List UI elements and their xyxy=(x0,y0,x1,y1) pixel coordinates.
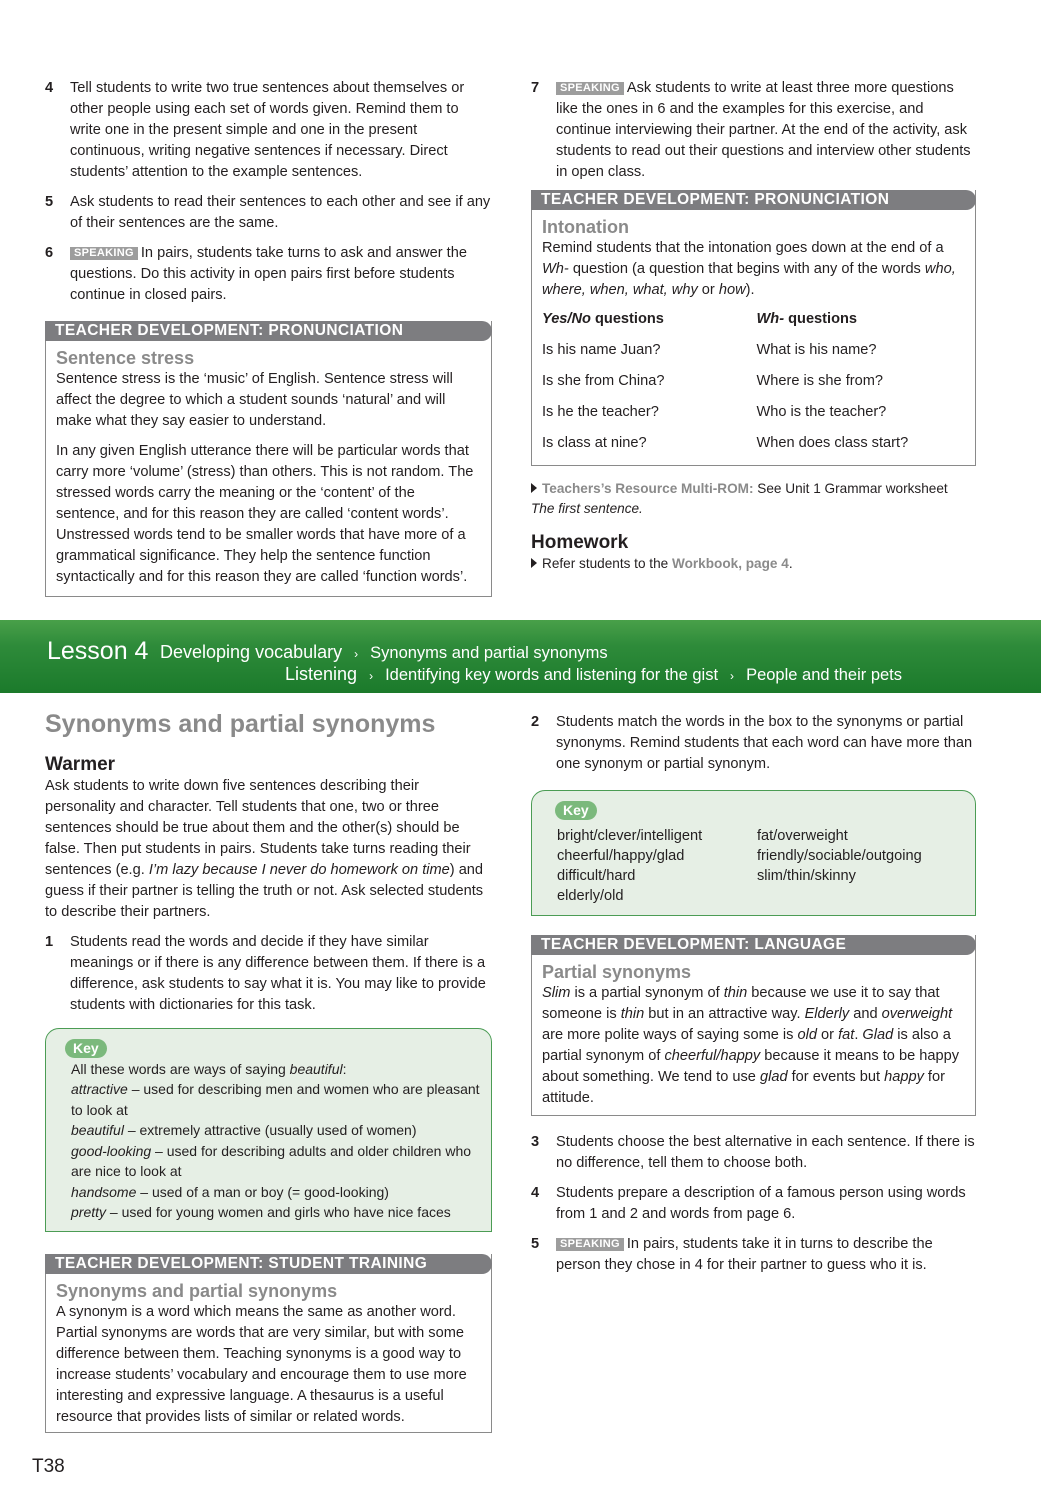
lesson-line-1: Developing vocabulary › Synonyms and partial synonyms xyxy=(160,642,608,662)
table-row: Is class at nine? When does class start? xyxy=(542,435,909,451)
arrow-icon xyxy=(531,483,537,493)
list-item: 4 Tell students to write two true sentences about themselves or other people using each set of words given. Remind them to write one in the present simple and one in the present continuous, writing negative sentences if necessary. Direct students’ attention to the example sentences. xyxy=(45,80,465,180)
answer-key-box: Key All these words are ways of saying beautiful: attractive – used for describing men and women who are pleasant to look at beautiful – extremely attractive (usually used of women) good-looking – used for describing adults and older children who are nice to look at handsome – used of a man or boy (= good-looking) pretty – used for young women and girls who have nice faces xyxy=(45,1028,492,1232)
homework-title: Homework xyxy=(531,532,629,553)
key-column-1: bright/clever/intelligent cheerful/happy/glad difficult/hard elderly/old xyxy=(557,828,703,904)
answer-key-box xyxy=(531,790,976,916)
section-title: Synonyms and partial synonyms xyxy=(45,710,436,738)
list-item: 5 Ask students to read their sentences to each other and see if any of their sentences are the same. xyxy=(45,194,491,231)
left-bottom-column xyxy=(45,709,492,1433)
right-bottom-column xyxy=(531,712,976,1285)
teacher-development-box: TEACHER DEVELOPMENT: STUDENT TRAINING Synonyms and partial synonyms A synonym is a word which means the same as another word. Partial synonyms are words that are very similar, but with some difference between them. Teaching synonyms is a good way to increase students’ vocabulary and encourage them to use more interesting and expressive language. A thesaurus is a useful resource that provides lists of similar or related words. xyxy=(45,1254,492,1433)
box-title: Synonyms and partial synonyms xyxy=(56,1280,338,1301)
homework-text: Refer students to the Workbook, page 4. xyxy=(531,554,976,574)
key-column-2: fat/overweight friendly/sociable/outgoing slim/thin/skinny xyxy=(757,828,922,884)
key-label: Key xyxy=(65,1039,107,1058)
teacher-development-box: TEACHER DEVELOPMENT: PRONUNCIATION Sentence stress Sentence stress is the ‘music’ of English. Sentence stress will affect the degree to which a student sounds ‘natural’ and will make what they say easier to understand. In any given English utterance there will be particular words that carry more ‘volume’ (stress) than others. This is not random. The stressed words carry the meaning or the ‘content’ of the sentence, and for this reason they are called ‘content words’. Unstressed words tend to be smaller words that have more of a grammatical significance. They help the sentence function syntactically and for this reason they are called ‘function words’. xyxy=(45,321,492,597)
lesson-number: Lesson 4 xyxy=(47,637,149,665)
teacher-development-box xyxy=(531,190,976,466)
warmer-title: Warmer xyxy=(45,754,116,775)
teacher-development-bar: TEACHER DEVELOPMENT: PRONUNCIATION xyxy=(45,321,492,341)
teacher-development-bar: TEACHER DEVELOPMENT: STUDENT TRAINING xyxy=(45,1254,492,1274)
box-title: Sentence stress xyxy=(56,348,195,368)
right-top-column xyxy=(531,78,976,574)
teacher-development-bar: TEACHER DEVELOPMENT: LANGUAGE xyxy=(531,935,976,955)
key-entry: pretty – used for young women and girls who have nice faces xyxy=(71,1204,451,1220)
resource-reference: Teachers’s Resource Multi-ROM: See Unit 1 Grammar worksheet The first sentence. xyxy=(531,481,948,516)
box-title: Partial synonyms xyxy=(542,962,692,982)
table-row: Is he the teacher? Who is the teacher? xyxy=(542,404,887,420)
list-item: 7 SPEAKING Ask students to write at least three more questions like the ones in 6 and the examples for this exercise, and continue interviewing their partner. At the end of the activity, ask students to read out their questions and interview other students in open class. xyxy=(531,80,971,180)
speaking-tag: SPEAKING xyxy=(556,1238,624,1251)
list-item: 6 SPEAKING In pairs, students take turns to ask and answer the questions. Do this activity in open pairs first before students continue in closed pairs. xyxy=(45,245,467,303)
table-row: Is she from China? Where is she from? xyxy=(542,373,884,389)
key-label: Key xyxy=(555,801,597,820)
key-entry: beautiful – extremely attractive (usually used of women) xyxy=(71,1122,417,1138)
questions-table xyxy=(542,304,965,459)
list-item: 1 Students read the words and decide if they have similar meanings or if there is any difference between them. If there is a difference, ask students to say what it is. You may like to provide students with dictionaries for this task. xyxy=(45,934,486,1013)
key-entry: good-looking – used for describing adults and older children who are nice to look at xyxy=(71,1142,472,1179)
table-header: Yes/No questions Wh- questions xyxy=(542,311,858,327)
list-item: 3 Students choose the best alternative in each sentence. If there is no difference, tell them to choose both. xyxy=(531,1134,975,1171)
list-item: 4 Students prepare a description of a famous person using words from 1 and 2 and words from page 6. xyxy=(531,1185,966,1222)
speaking-tag: SPEAKING xyxy=(556,82,624,95)
speaking-tag: SPEAKING xyxy=(70,247,138,260)
key-entry: attractive – used for describing men and women who are pleasant to look at xyxy=(71,1081,480,1118)
list-item: 5 SPEAKING In pairs, students take it in turns to describe the person they chose in 4 for their partner to guess who it is. xyxy=(531,1236,933,1273)
page-number: T38 xyxy=(32,1456,65,1477)
left-top-column xyxy=(45,78,492,597)
key-entry: handsome – used of a man or boy (= good-looking) xyxy=(71,1183,389,1200)
arrow-icon xyxy=(531,558,537,568)
teacher-development-box: TEACHER DEVELOPMENT: LANGUAGE Partial synonyms Slim is a partial synonym of thin because we use it to say that someone is thin but in an attractive way. Elderly and overweight are more polite ways of saying some is old or fat. Glad is also a partial synonym of cheerful/happy because it means to be happy about something. We tend to use glad for events but happy for attitude. xyxy=(531,935,976,1116)
box-title: Intonation xyxy=(542,217,629,237)
lesson-banner xyxy=(0,620,1041,693)
table-row: Is his name Juan? What is his name? xyxy=(542,342,877,358)
intonation-intro: Remind students that the intonation goes down at the end of a Wh- question (a question that begins with any of the words who, where, when, what, why or how). xyxy=(542,240,956,298)
warmer-text: Ask students to write down five sentences describing their personality and character. Tell students that one, two or three sentences should be true about them and the other(s) should be false. Then put students in pairs. Students take turns reading their sentences (e.g. I’m lazy because I never do homework on time) and guess if their partner is telling the truth or not. Ask selected students to describe their partners. xyxy=(45,778,484,920)
list-item: 2 Students match the words in the box to the synonyms or partial synonyms. Remind students that each word can have more than one synonym or partial synonym. xyxy=(531,714,973,772)
teacher-development-bar: TEACHER DEVELOPMENT: PRONUNCIATION xyxy=(531,190,976,210)
lesson-line-2: Listening › Identifying key words and listening for the gist › People and their pets xyxy=(285,664,903,684)
